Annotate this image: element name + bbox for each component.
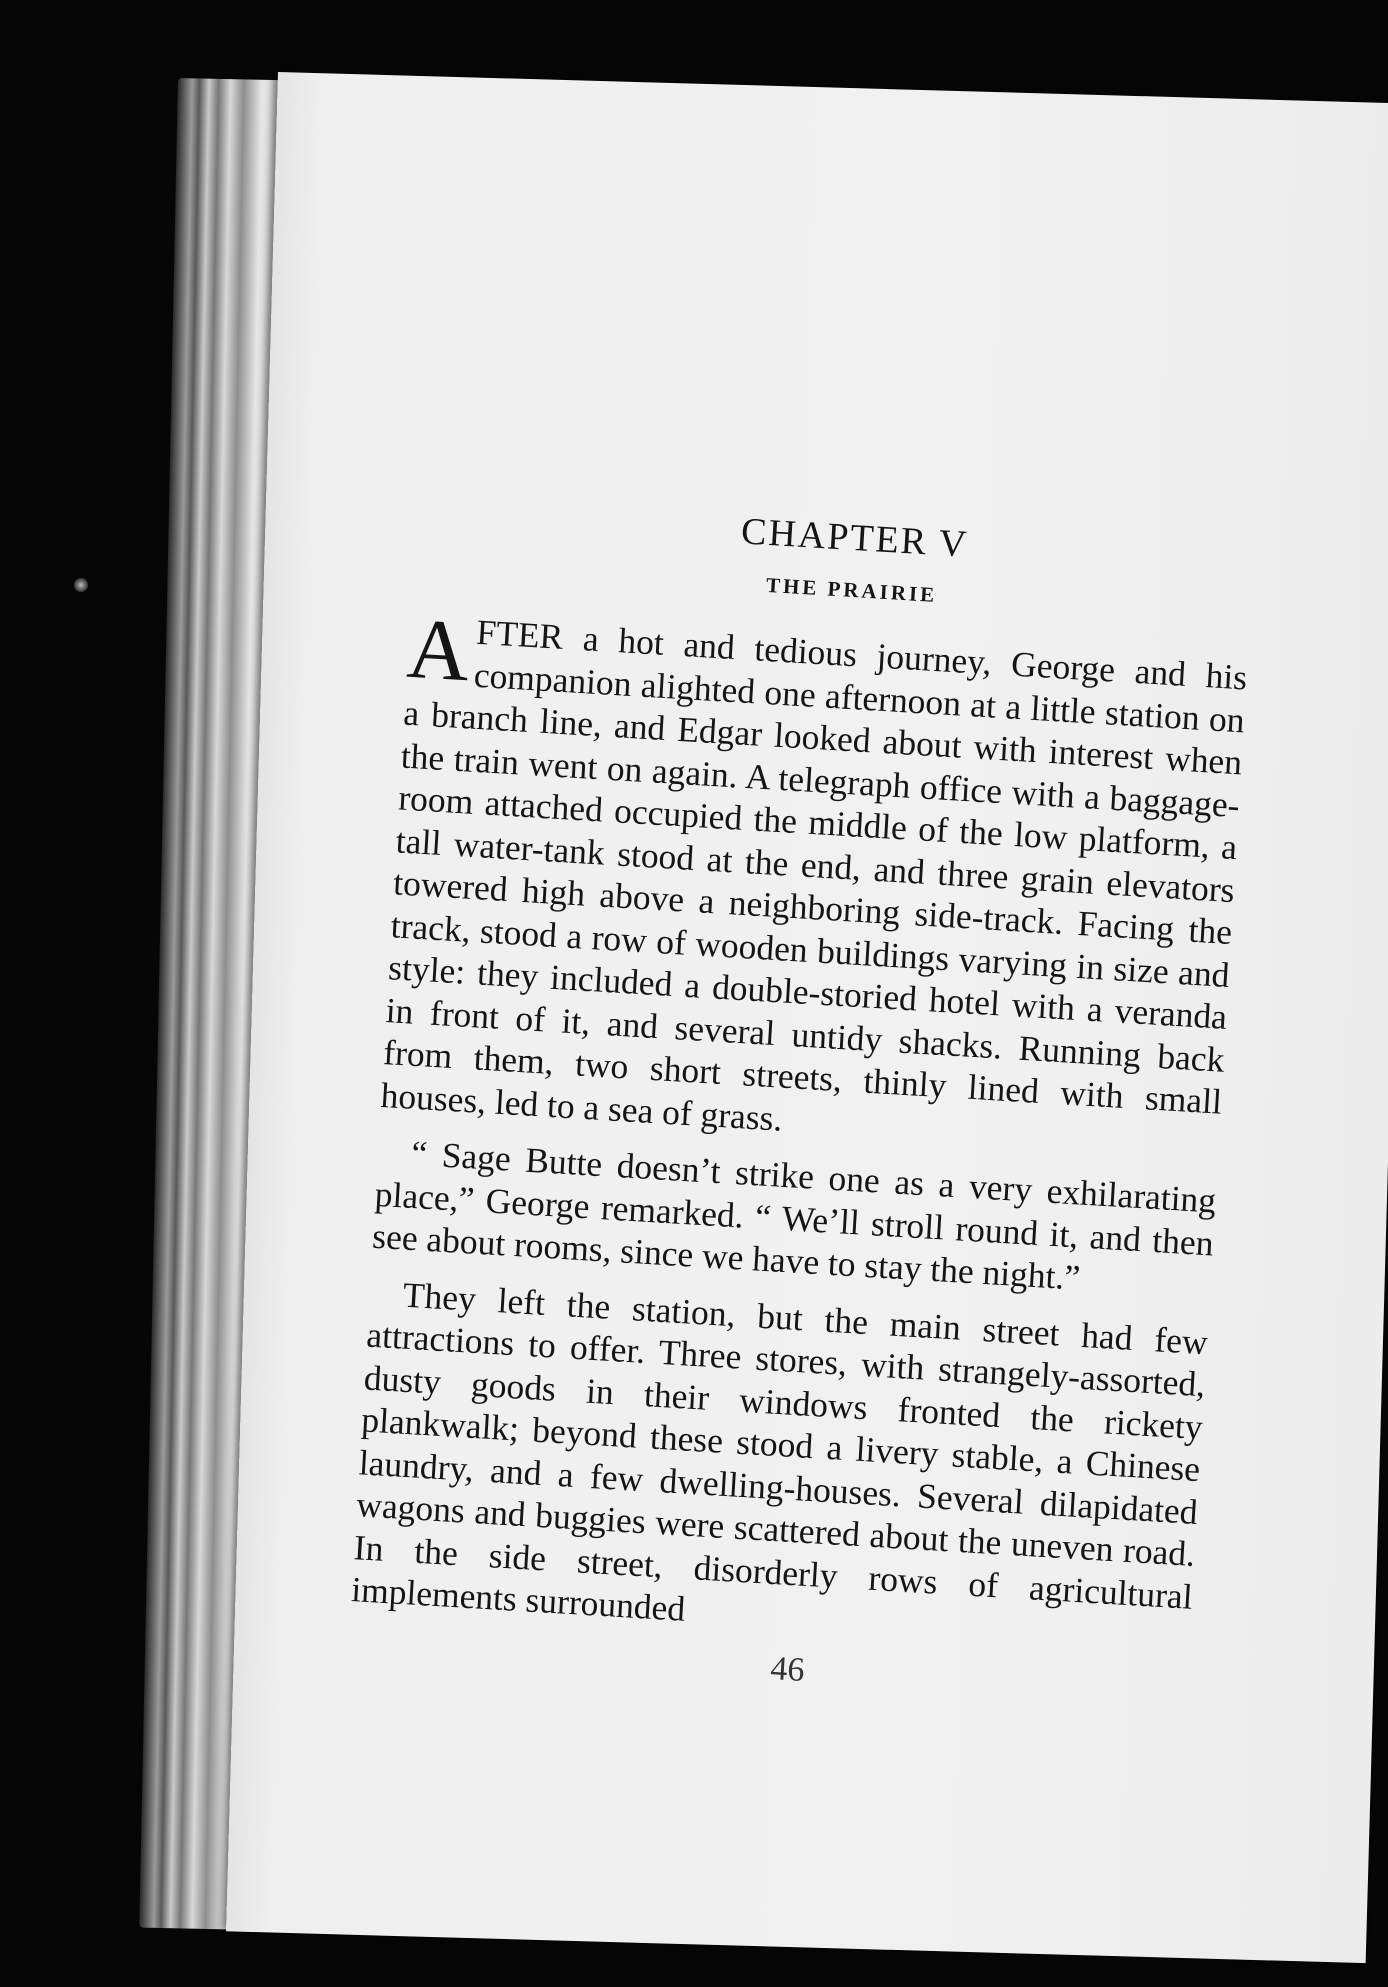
page-content [347, 470, 1256, 1712]
chapter-body [350, 599, 1249, 1661]
chapter-subtitle: THE PRAIRIE [765, 572, 938, 607]
paragraph-3 [350, 1271, 1209, 1660]
drop-cap: A [404, 599, 473, 700]
page-number: 46 [769, 1649, 806, 1689]
paragraph-text: They left the station, but the main street had few attractions to offer. Three stores, with strangely-assorted, dusty goods in their windows fronted the rickety plankwalk; beyond these stood a livery stable, a Chinese laundry, and a few dwelling-houses. Several dilapidated wagons and buggies were scattered about the uneven road. In the side street, disorderly rows of agricultural implements surrounded [350, 1274, 1209, 1629]
paragraph-text: FTER a hot and tedious journey, George and his companion alighted one afternoon at a little station on a branch line, and Edgar looked about with interest when the train went on again. A telegraph office with a baggage-room attached occupied the middle of the low platform, a tall water-tank stood at the end, and three grain elevators towered high above a neighboring side-track. Facing the track, stood a row of wooden buildings varying in size and style: they included a double-storied hotel with a veranda in front of it, and several untidy shacks. Running back from them, two short streets, thinly lined with small houses, led to a sea of grass. [379, 611, 1249, 1139]
paragraph-text: “ Sage Butte doesn’t strike one as a very exhilarating place,” George remarked. “ We’ll stroll round it, and then see about rooms, since we have to stay the night.” [371, 1132, 1218, 1298]
dust-spot [74, 578, 88, 592]
chapter-title: CHAPTER V [739, 510, 970, 566]
paragraph-1 [379, 599, 1249, 1166]
